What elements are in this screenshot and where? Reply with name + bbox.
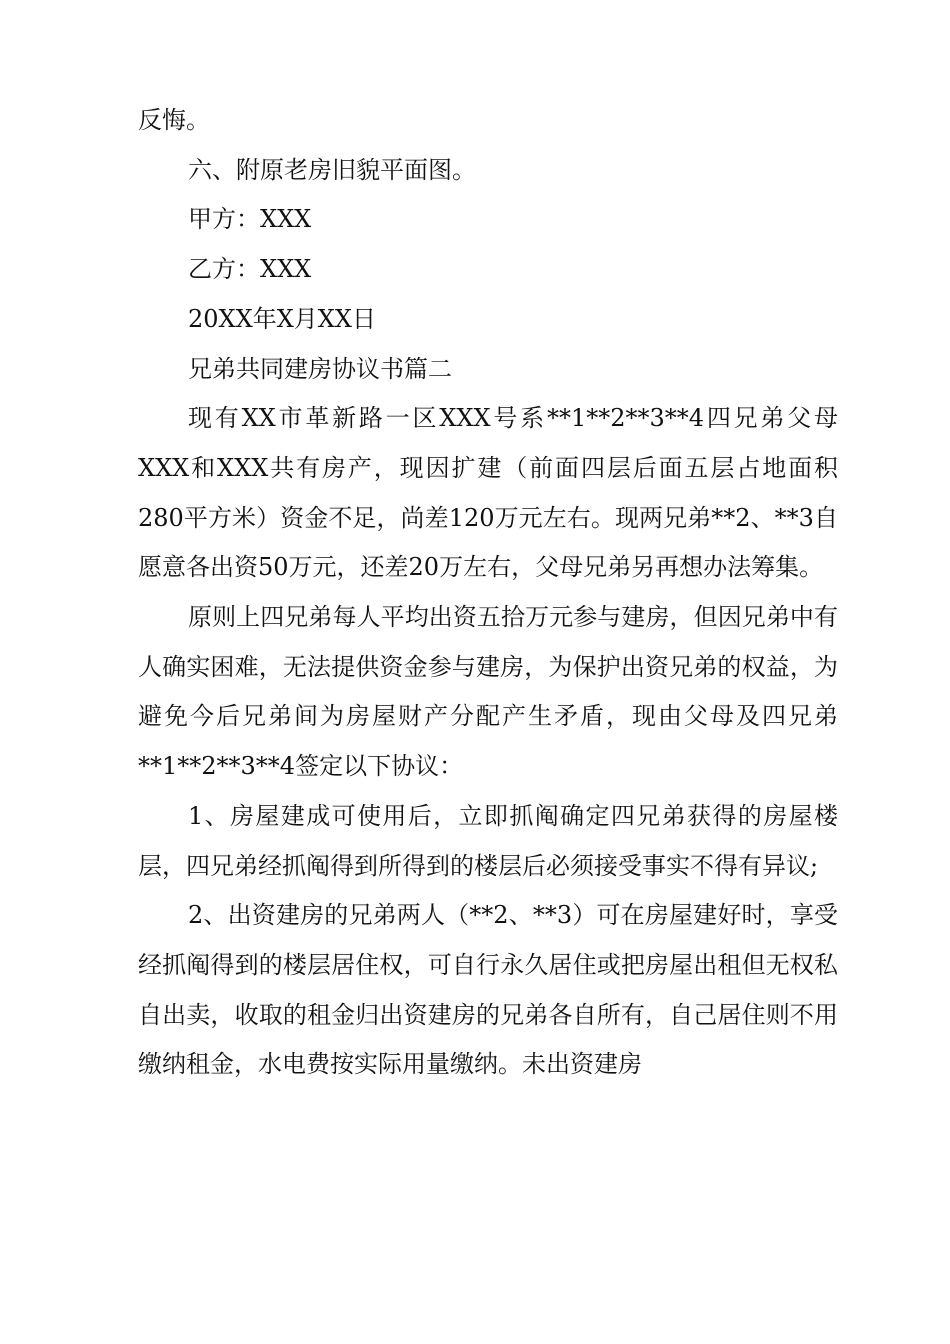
party-b-line: 乙方：XXX bbox=[188, 255, 312, 284]
paragraph-closing-fragment: 反悔。 bbox=[138, 106, 210, 134]
party-a-line: 甲方：XXX bbox=[188, 205, 312, 234]
paragraph-clause-six: 六、附原老房旧貌平面图。 bbox=[188, 155, 476, 184]
date-line: 20XX年X月XX日 bbox=[188, 304, 376, 333]
document-body bbox=[138, 96, 838, 1090]
paragraph-clause-two: 2、出资建房的兄弟两人（**2、**3）可在房屋建好时，享受经抓阄得到的楼层居住权，可自行永久居住或把房屋出租但无权私自出卖，收取的租金归出资建房的兄弟各自所有，自己居住则不用缴纳租金，水电费按实际用量缴纳。未出资建房 bbox=[138, 901, 838, 1079]
section-title: 兄弟共同建房协议书篇二 bbox=[188, 354, 452, 383]
paragraph-principle: 原则上四兄弟每人平均出资五拾万元参与建房，但因兄弟中有人确实困难，无法提供资金参与建房，为保护出资兄弟的权益，为避免今后兄弟间为房屋财产分配产生矛盾，现由父母及四兄弟**1**2**3**4签定以下协议： bbox=[138, 603, 838, 781]
paragraph-clause-one: 1、房屋建成可使用后，立即抓阄确定四兄弟获得的房屋楼层，四兄弟经抓阄得到所得到的楼层后必须接受事实不得有异议; bbox=[138, 801, 838, 880]
paragraph-background: 现有XX市革新路一区XXX号系**1**2**3**4四兄弟父母XXX和XXX共有房产，现因扩建（前面四层后面五层占地面积280平方米）资金不足，尚差120万元左右。现两兄弟**2、**3自愿意各出资50万元，还差20万左右，父母兄弟另再想办法筹集。 bbox=[138, 404, 838, 582]
